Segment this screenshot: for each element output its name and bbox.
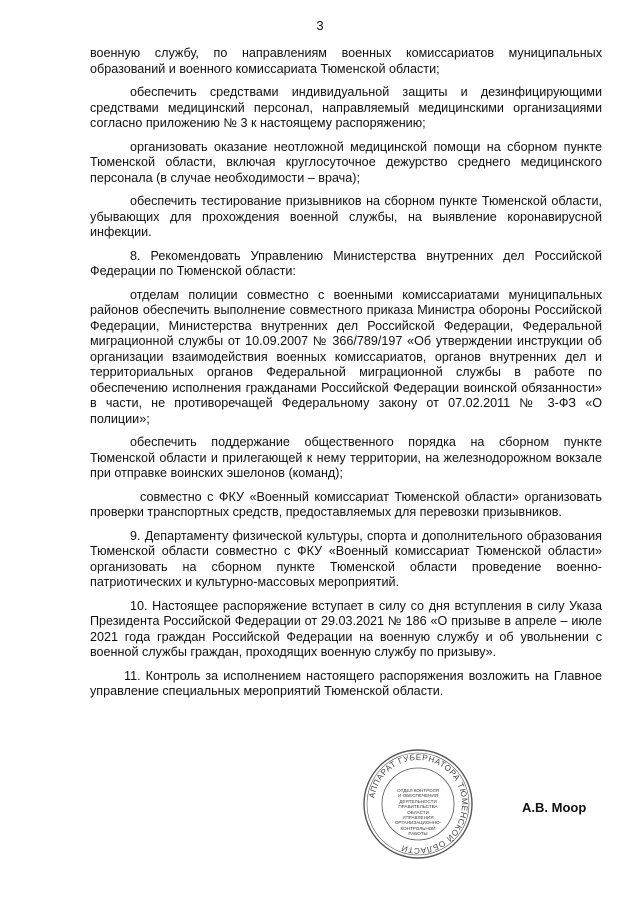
- paragraph: организовать оказание неотложной медицинской помощи на сборном пункте Тюменской области, включая круглосуточное дежурство среднего медицинского персонала (в случае необходимости – врача);: [90, 139, 602, 185]
- paragraph: 8. Рекомендовать Управлению Министерства внутренних дел Российской Федерации по Тюменской области:: [90, 248, 602, 278]
- stamp-ring-text: АППАРАТ ГУБЕРНАТОРА ТЮМЕНСКОЙ ОБЛАСТИ: [367, 752, 470, 856]
- paragraph: обеспечить средствами индивидуальной защиты и дезинфицирующими средствами медицинский персонал, направляемый медицинскими организациями согласно приложению № 3 к настоящему распоряжению;: [90, 85, 602, 130]
- stamp-line: ПРАВИТЕЛЬСТВА ОБЛАСТИ: [398, 804, 438, 815]
- paragraph: 10. Настоящее распоряжение вступает в силу со дня вступления в силу Указа Президента Российской Федерации от 29.03.2021 № 186 «О призыве в апреле – июле 2021 года граждан Российской Федерации на военную службу и об увольнении с военной службы граждан, проходящих военную службу по призыву».: [90, 598, 602, 659]
- stamp-line: УПРАВЛЕНИЯ: [402, 815, 434, 821]
- paragraph: обеспечить поддержание общественного порядка на сборном пункте Тюменской области и прилегающей к нему территории, на железнодорожном вокзале при отправке воинских эшелонов (команд);: [90, 435, 602, 480]
- stamp-line: РАБОТЫ: [408, 831, 428, 837]
- paragraph: 11. Контроль за исполнением настоящего распоряжения возложить на Главное управление специальных мероприятий Тюменской области.: [90, 668, 602, 698]
- paragraph: отделам полиции совместно с военными комиссариатами муниципальных районов обеспечить выполнение совместного приказа Министра обороны Российской Федерации, Министерства внутренних дел Российской Федерации, Федеральной миграционной службы от 10.09.2007 № 366/789/197 «Об утверждении инструкции об организации взаимодействия военных комиссариатов, органов внутренних дел и территориальных органов Федеральной миграционной службы в работе по обеспечению исполнения гражданами Российской Федерации воинской обязанности» в части, не противоречащей Федеральному закону от 07.02.2011 № 3-ФЗ «О полиции»;: [90, 287, 602, 426]
- stamp-line: И ОБЕСПЕЧЕНИЯ: [398, 793, 438, 799]
- stamp-inner-text: [388, 788, 448, 837]
- stamp-line: КОНТРОЛЬНОЙ: [400, 825, 436, 831]
- stamp-line: ОТДЕЛ КОНТРОЛЯ: [397, 788, 439, 793]
- page-number: 3: [316, 18, 324, 33]
- signature-name: А.В. Моор: [522, 800, 587, 815]
- paragraph: обеспечить тестирование призывников на сборном пункте Тюменской области, убывающих для прохождения военной службы, на выявление коронавирусной инфекции.: [90, 194, 602, 239]
- paragraph: совместно с ФКУ «Военный комиссариат Тюменской области» организовать проверки транспортных средств, предоставляемых для перевозки призывников.: [90, 489, 602, 519]
- paragraph: 9. Департаменту физической культуры, спорта и дополнительного образования Тюменской области совместно с ФКУ «Военный комиссариат Тюменской области» организовать на сборном пункте Тюменской области проведение военно-патриотических и культурно-массовых мероприятий.: [90, 528, 602, 589]
- official-stamp: [362, 748, 474, 860]
- document-body: [90, 46, 602, 708]
- paragraph: военную службу, по направлениям военных комиссариатов муниципальных образований и военного комиссариата Тюменской области;: [90, 46, 602, 76]
- stamp-line: ОРГАНИЗАЦИОННО-: [394, 820, 442, 826]
- stamp-line: ДЕЯТЕЛЬНОСТИ: [399, 798, 437, 804]
